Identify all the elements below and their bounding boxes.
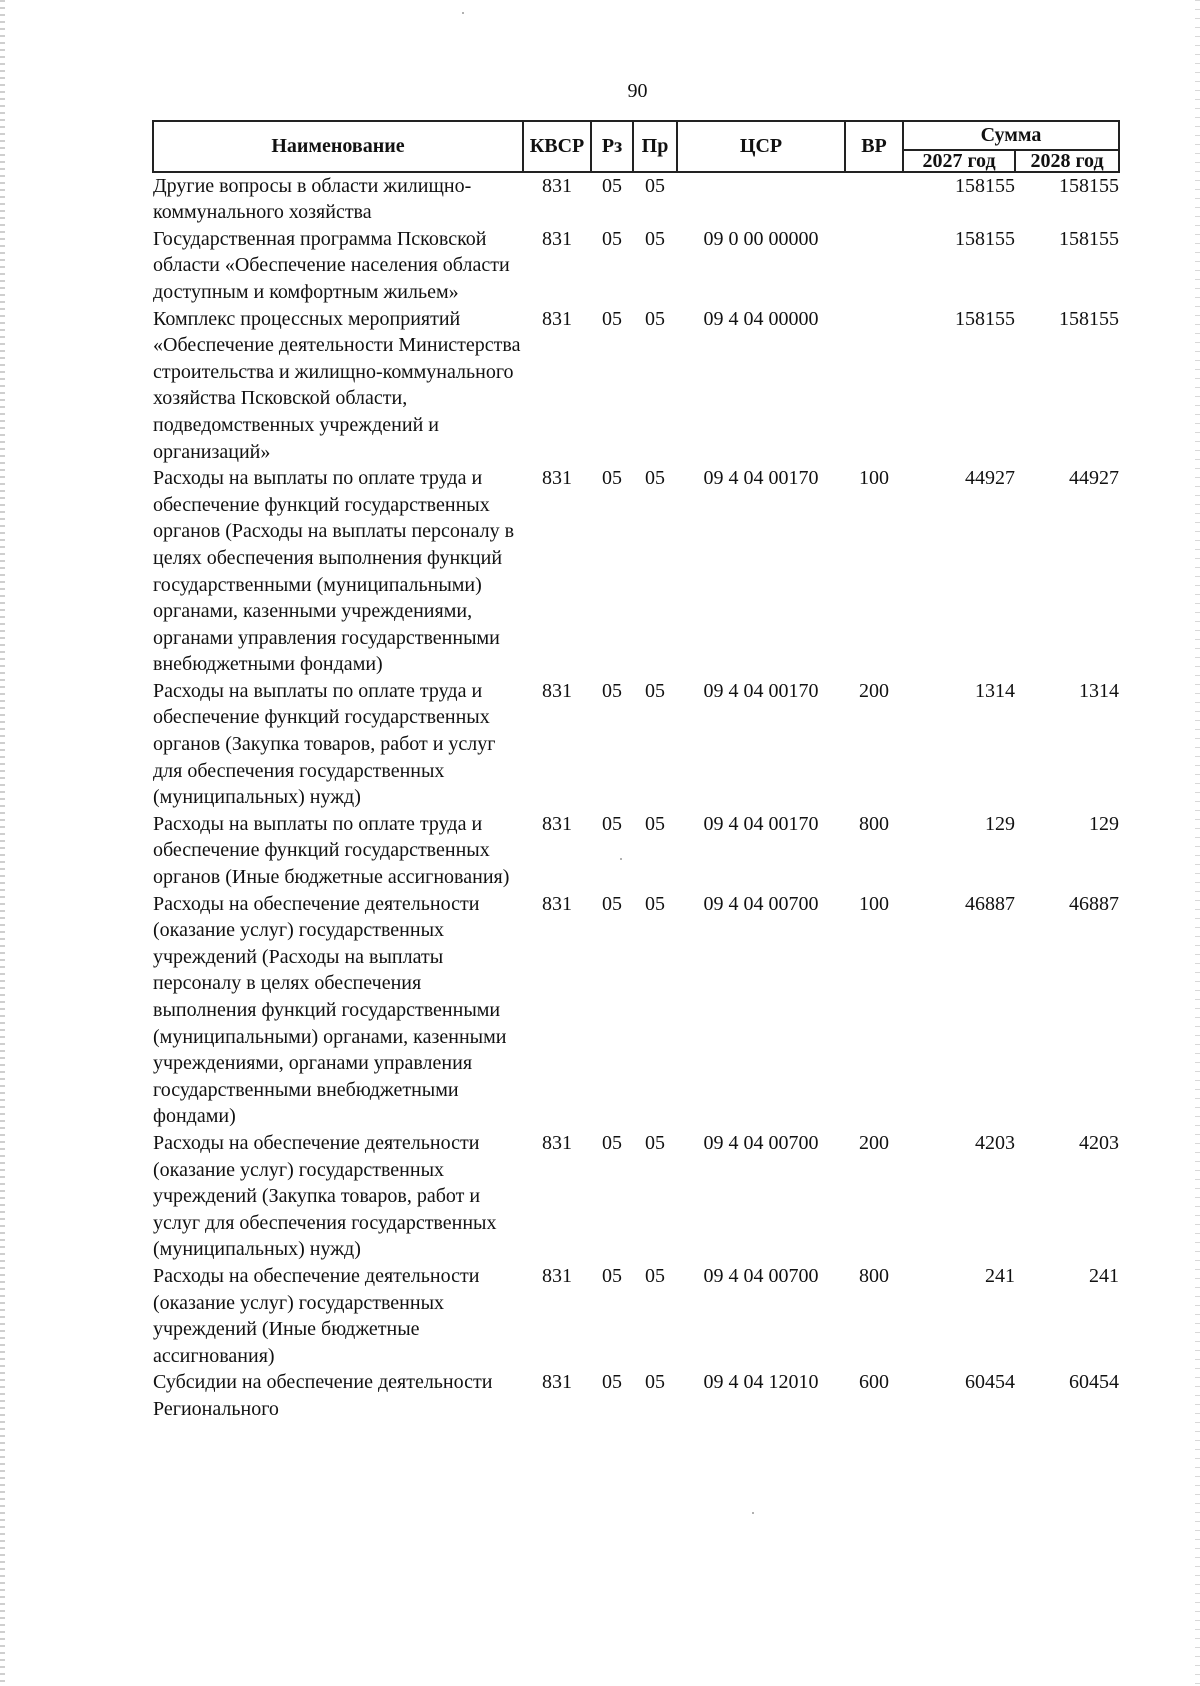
cell-pr: 05 — [645, 812, 665, 835]
header-rz: Рз — [591, 121, 633, 172]
cell-sum-2028: 129 — [1089, 812, 1120, 835]
cell-vr: 100 — [859, 892, 889, 915]
cell-rz: 05 — [602, 1131, 622, 1154]
page-number: 90 — [627, 80, 648, 102]
cell-rz: 05 — [602, 174, 622, 197]
cell-csr: 09 4 04 00170 — [703, 679, 819, 702]
table-row — [153, 1130, 1119, 1263]
cell-kvsr: 831 — [542, 227, 572, 250]
cell-vr: 600 — [859, 1371, 889, 1394]
cell-name: Расходы на обеспечение деятельности (оказание услуг) государственных учреждений (Закупка товаров, работ и услуг для обеспечения государственных (муниципальных) нужд) — [153, 1131, 497, 1261]
cell-rz: 05 — [602, 812, 622, 835]
cell-name: Другие вопросы в области жилищно-коммунального хозяйства — [153, 174, 472, 224]
cell-sum-2028: 158155 — [1059, 227, 1120, 250]
cell-sum-2027: 158155 — [955, 307, 1015, 330]
cell-csr: 09 4 04 00700 — [703, 1131, 819, 1154]
cell-sum-2027: 158155 — [955, 174, 1015, 197]
cell-pr: 05 — [645, 307, 665, 330]
cell-name: Расходы на обеспечение деятельности (оказание услуг) государственных учреждений (Иные бюджетные ассигнования) — [153, 1264, 480, 1367]
cell-vr — [845, 172, 903, 226]
cell-name: Комплекс процессных мероприятий «Обеспечение деятельности Министерства строительства и жилищно-коммунального хозяйства Псковской области, подведомственных учреждений и организаций» — [153, 307, 521, 463]
cell-kvsr: 831 — [542, 467, 572, 490]
cell-csr: 09 4 04 00700 — [703, 892, 819, 915]
cell-vr: 200 — [859, 679, 889, 702]
cell-kvsr: 831 — [542, 892, 572, 915]
cell-rz: 05 — [602, 467, 622, 490]
cell-csr: 09 4 04 00170 — [703, 812, 819, 835]
cell-rz: 05 — [602, 892, 622, 915]
cell-sum-2027: 241 — [985, 1264, 1015, 1287]
cell-rz: 05 — [602, 227, 622, 250]
cell-csr: 09 4 04 00700 — [703, 1264, 819, 1287]
table-row — [153, 1263, 1119, 1369]
cell-kvsr: 831 — [542, 307, 572, 330]
table-row — [153, 678, 1119, 811]
table-row — [153, 1369, 1119, 1422]
cell-rz: 05 — [602, 307, 622, 330]
cell-rz: 05 — [602, 1264, 622, 1287]
budget-table — [152, 120, 1120, 1423]
table-row — [153, 172, 1119, 226]
table-body — [153, 172, 1119, 1423]
cell-kvsr: 831 — [542, 1371, 572, 1394]
cell-sum-2027: 129 — [985, 812, 1015, 835]
cell-name: Расходы на выплаты по оплате труда и обеспечение функций государственных органов (Закупка товаров, работ и услуг для обеспечения государственных (муниципальных) нужд) — [153, 679, 496, 809]
cell-pr: 05 — [645, 174, 665, 197]
cell-sum-2028: 60454 — [1069, 1371, 1120, 1394]
cell-kvsr: 831 — [542, 174, 572, 197]
header-year-2028: 2028 год — [1015, 150, 1119, 172]
cell-vr: 200 — [859, 1131, 889, 1154]
cell-sum-2028: 158155 — [1059, 174, 1120, 197]
cell-pr: 05 — [645, 227, 665, 250]
cell-sum-2028: 4203 — [1079, 1131, 1120, 1154]
cell-sum-2027: 4203 — [975, 1131, 1015, 1154]
cell-sum-2028: 44927 — [1069, 467, 1120, 490]
scan-speck — [462, 12, 464, 14]
cell-vr — [845, 226, 903, 306]
scan-speck — [752, 1512, 754, 1514]
table-row — [153, 226, 1119, 306]
table-row — [153, 811, 1119, 891]
table-header — [153, 121, 1119, 172]
cell-name: Расходы на выплаты по оплате труда и обеспечение функций государственных органов (Расходы на выплаты персоналу в целях обеспечения выполнения функций государственными (муниципальными) органами, казенными учреждениями, органами управления государственными внебюджетными фондами) — [153, 467, 515, 676]
cell-pr: 05 — [645, 892, 665, 915]
cell-name: Государственная программа Псковской области «Обеспечение населения области доступным и комфортным жильем» — [153, 227, 510, 303]
cell-kvsr: 831 — [542, 1264, 572, 1287]
table-row — [153, 306, 1119, 466]
cell-vr: 800 — [859, 1264, 889, 1287]
cell-csr: 09 4 04 00000 — [703, 307, 819, 330]
cell-csr: 09 4 04 12010 — [703, 1371, 819, 1394]
cell-name: Субсидии на обеспечение деятельности Регионального — [153, 1371, 493, 1420]
table-row — [153, 891, 1119, 1130]
cell-vr: 100 — [859, 467, 889, 490]
cell-pr: 05 — [645, 1131, 665, 1154]
header-pr: Пр — [633, 121, 677, 172]
scan-edge-right — [1195, 0, 1200, 1686]
scan-edge-left — [0, 0, 5, 1686]
cell-name: Расходы на выплаты по оплате труда и обеспечение функций государственных органов (Иные бюджетные ассигнования) — [153, 812, 510, 889]
cell-pr: 05 — [645, 1371, 665, 1394]
cell-rz: 05 — [602, 679, 622, 702]
header-sum: Сумма — [903, 121, 1119, 150]
cell-vr — [845, 306, 903, 466]
cell-csr: 09 4 04 00170 — [703, 467, 819, 490]
cell-sum-2028: 1314 — [1079, 679, 1120, 702]
cell-kvsr: 831 — [542, 679, 572, 702]
table-row — [153, 465, 1119, 678]
cell-sum-2027: 46887 — [965, 892, 1015, 915]
header-vr: ВР — [845, 121, 903, 172]
cell-sum-2028: 241 — [1089, 1264, 1120, 1287]
cell-sum-2027: 60454 — [965, 1371, 1015, 1394]
cell-vr: 800 — [859, 812, 889, 835]
header-kvsr: КВСР — [523, 121, 591, 172]
scan-speck — [620, 858, 622, 860]
cell-csr: 09 0 00 00000 — [703, 227, 819, 250]
cell-sum-2027: 44927 — [965, 467, 1015, 490]
cell-csr — [677, 172, 845, 226]
header-year-2027: 2027 год — [903, 150, 1015, 172]
cell-pr: 05 — [645, 467, 665, 490]
header-name: Наименование — [153, 121, 523, 172]
cell-kvsr: 831 — [542, 812, 572, 835]
cell-name: Расходы на обеспечение деятельности (оказание услуг) государственных учреждений (Расходы на выплаты персоналу в целях обеспечения выполнения функций государственными (муниципальными) органами, казенными учреждениями, органами управления государственными внебюджетными фондами) — [153, 892, 507, 1128]
cell-sum-2028: 158155 — [1059, 307, 1120, 330]
cell-sum-2028: 46887 — [1069, 892, 1120, 915]
cell-kvsr: 831 — [542, 1131, 572, 1154]
cell-pr: 05 — [645, 679, 665, 702]
cell-sum-2027: 1314 — [975, 679, 1015, 702]
cell-pr: 05 — [645, 1264, 665, 1287]
cell-sum-2027: 158155 — [955, 227, 1015, 250]
header-csr: ЦСР — [677, 121, 845, 172]
cell-rz: 05 — [602, 1371, 622, 1394]
